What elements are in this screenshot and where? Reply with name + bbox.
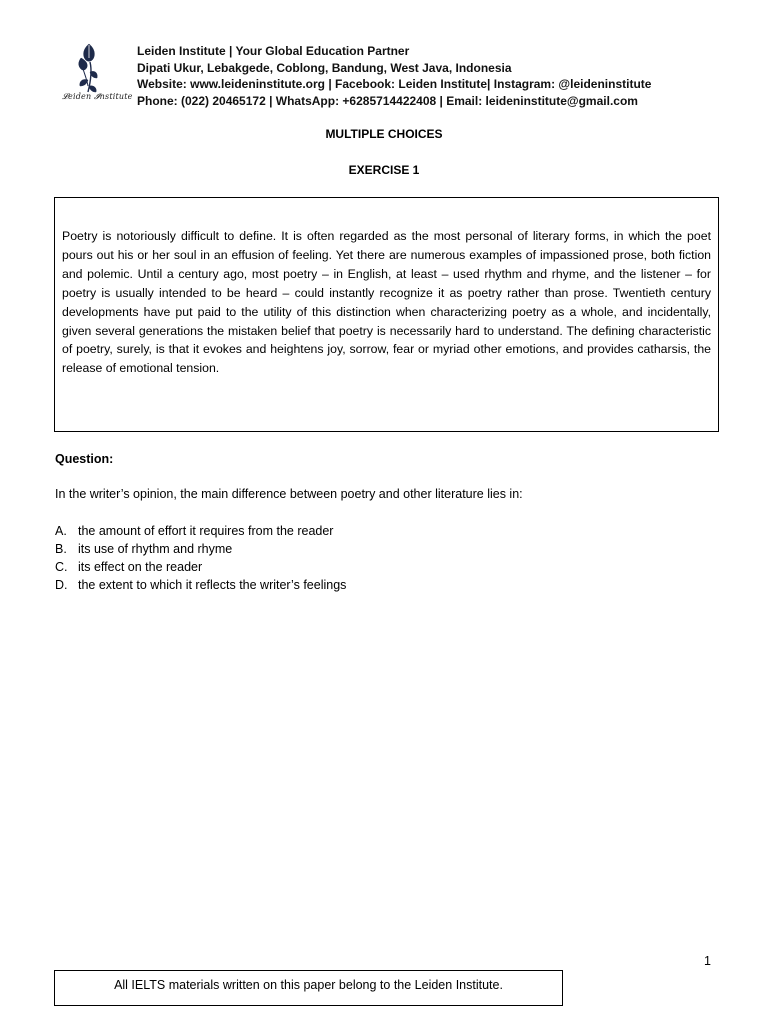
letterhead <box>60 40 740 114</box>
header-line-phone: Phone: (022) 20465172 | WhatsApp: +6285714422408 | Email: leideninstitute@gmail.com <box>137 93 638 108</box>
logo-signature: 𝓛eiden 𝓘nstitute <box>62 92 133 101</box>
option-letter: B. <box>55 542 67 556</box>
section-title: MULTIPLE CHOICES <box>325 127 443 141</box>
option-text: its effect on the reader <box>78 560 203 574</box>
passage-box <box>54 197 719 432</box>
header-contact-block <box>137 43 651 109</box>
passage-text: Poetry is notoriously difficult to define. It is often regarded as the most personal of literary forms, in which the poet pours out his or her soul in an effusion of feeling. Yet there are numerous examples of impassioned prose, both fiction and polemic. Until a century ago, most poetry – in English, at least – used rhythm and rhyme, and the listener – for poetry is usually intended to be heard – could instantly recognize it as poetry rather than prose. Twentieth century developments have put paid to the utility of this distinction when characterizing poetry as a whole, and incidentally, given several generations the mistaken belief that poetry is necessarily hard to understand. The defining characteristic of poetry, surely, is that it evokes and heightens joy, sorrow, fear or myriad other emotions, and provides catharsis, the release of emotional tension. <box>62 229 711 376</box>
page-number: 1 <box>704 954 711 968</box>
option-letter: A. <box>55 524 67 538</box>
option-letter: D. <box>55 578 68 592</box>
tulip-logo-icon <box>60 40 133 110</box>
option-letter: C. <box>55 560 68 574</box>
header-line-address: Dipati Ukur, Lebakgede, Coblong, Bandung, West Java, Indonesia <box>137 60 512 75</box>
header-line-name: Leiden Institute | Your Global Education Partner <box>137 44 410 58</box>
footer-notice: All IELTS materials written on this paper belong to the Leiden Institute. <box>54 970 563 1006</box>
question-text: In the writer’s opinion, the main difference between poetry and other literature lies in: <box>55 487 523 501</box>
exercise-title: EXERCISE 1 <box>348 163 420 177</box>
header-line-web: Website: www.leideninstitute.org | Facebook: Leiden Institute| Instagram: @leideninstitute <box>137 77 652 91</box>
question-label: Question: <box>55 452 114 466</box>
option-text: its use of rhythm and rhyme <box>78 542 233 556</box>
option-text: the amount of effort it requires from the reader <box>78 524 334 538</box>
option-text: the extent to which it reflects the writer’s feelings <box>78 578 347 592</box>
